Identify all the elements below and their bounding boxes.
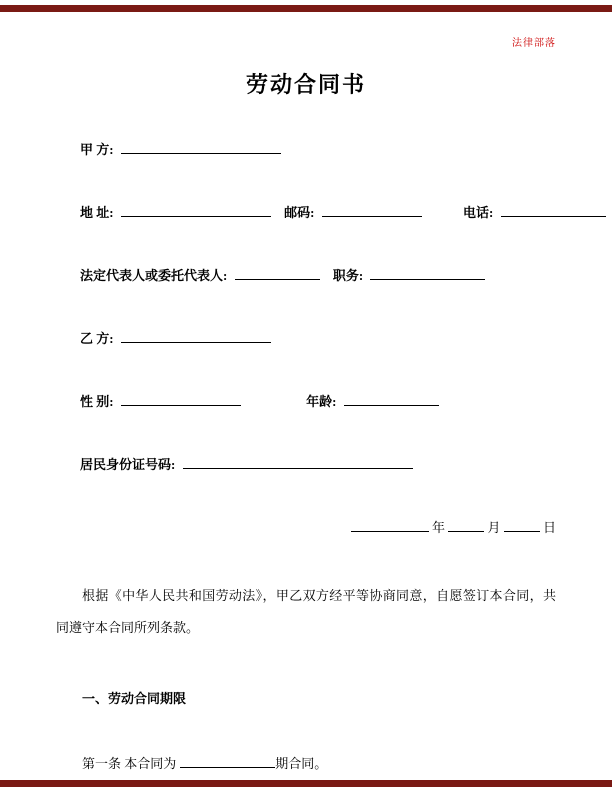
legal-rep-blank-line [235, 266, 320, 280]
year-label: 年 [431, 520, 445, 535]
phone-blank-line [501, 203, 606, 217]
brand-watermark: 法律部落 [512, 38, 556, 49]
party-b-row [80, 328, 556, 345]
phone-label: 电话: [462, 205, 494, 220]
id-number-row [80, 454, 556, 471]
age-label: 年龄: [306, 394, 337, 409]
party-b-blank-line [121, 329, 271, 343]
year-blank-line [351, 518, 429, 532]
gender-age-row [80, 391, 556, 408]
gender-blank-line [121, 392, 241, 406]
party-a-label: 甲 方: [80, 142, 114, 157]
document-title: 劳动合同书 [245, 72, 366, 97]
position-blank-line [370, 266, 485, 280]
gender-label: 性 别: [80, 394, 114, 409]
day-blank-line [504, 518, 540, 532]
top-border-bar [0, 5, 612, 12]
month-label: 月 [487, 520, 501, 535]
bottom-border-bar [0, 780, 612, 787]
article-one-prefix: 第一条 本合同为 [82, 756, 177, 771]
article-one-row [82, 753, 556, 770]
address-blank-line [121, 203, 271, 217]
month-blank-line [448, 518, 484, 532]
address-label: 地 址: [80, 205, 114, 220]
position-label: 职务: [332, 268, 364, 283]
section-one-heading: 一、劳动合同期限 [82, 691, 187, 706]
contract-term-blank-line [180, 754, 275, 768]
date-row [56, 517, 556, 534]
day-label: 日 [542, 520, 556, 535]
party-a-blank-line [121, 140, 281, 154]
address-row [80, 202, 556, 219]
legal-rep-row [80, 265, 556, 282]
postcode-label: 邮码: [284, 205, 315, 220]
id-number-blank-line [183, 455, 413, 469]
id-number-label: 居民身份证号码: [80, 457, 176, 472]
postcode-blank-line [322, 203, 422, 217]
article-one-suffix: 期合同。 [275, 756, 328, 771]
intro-paragraph: 根据《中华人民共和国劳动法》，甲乙双方经平等协商同意，自愿签订本合同，共同遵守本合同所列条款。 [56, 588, 556, 635]
party-a-row [80, 139, 556, 156]
legal-rep-label: 法定代表人或委托代表人: [80, 268, 228, 283]
age-blank-line [344, 392, 439, 406]
party-b-label: 乙 方: [80, 331, 114, 346]
